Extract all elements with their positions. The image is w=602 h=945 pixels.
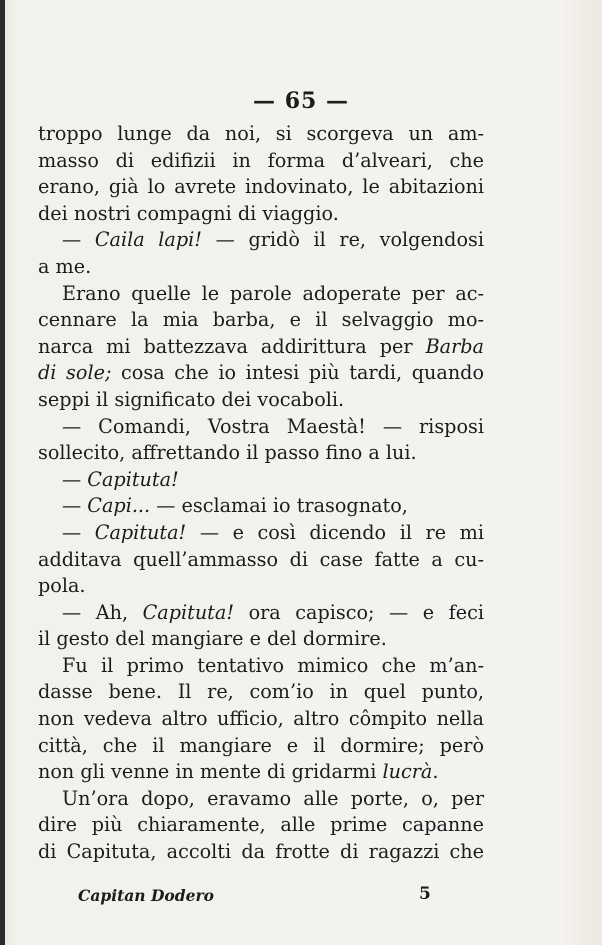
text-segment: a me.	[38, 254, 92, 278]
text-line-9	[38, 334, 484, 361]
text-line-26	[38, 786, 484, 813]
text-segment: di Capituta, accolti da frotte di ragazzi che	[38, 840, 484, 864]
text-segment: narca mi battezzava addirittura per	[38, 334, 426, 358]
signature-mark: Capitan Dodero	[78, 886, 214, 905]
text-segment: cennare la mia barba, e il selvaggio mo-	[38, 308, 484, 332]
text-line-19	[38, 600, 484, 627]
text-segment: il gesto del mangiare e del dormire.	[38, 627, 387, 651]
text-segment: dei nostri compagni di viaggio.	[38, 201, 339, 225]
text-line-24	[38, 733, 484, 760]
body-text	[38, 121, 484, 866]
text-segment: dasse bene. Il re, com’io in quel punto,	[38, 680, 484, 704]
text-segment: ora capisco; — e feci	[234, 600, 484, 624]
text-segment: additava quell’ammasso di case fatte a cu-	[38, 547, 484, 571]
text-segment: Erano quelle le parole adoperate per ac-	[62, 281, 484, 305]
text-segment: —	[62, 228, 95, 252]
text-line-18	[38, 573, 484, 600]
text-segment: non gli venne in mente di gridarmi	[38, 760, 383, 784]
text-segment: Capituta!	[94, 520, 187, 544]
text-line-14	[38, 467, 484, 494]
text-segment: — esclamai io trasognato,	[150, 494, 408, 518]
text-segment: Capi...	[87, 494, 151, 518]
text-line-23	[38, 706, 484, 733]
text-line-13	[38, 440, 484, 467]
text-segment: Capituta!	[142, 600, 235, 624]
text-line-2	[38, 148, 484, 175]
text-segment: Fu il primo tentativo mimico che m’an-	[62, 653, 484, 677]
text-line-16	[38, 520, 484, 547]
text-line-6	[38, 254, 484, 281]
text-segment: masso di edifizii in forma d’alveari, che	[38, 148, 484, 172]
text-segment: —	[62, 520, 95, 544]
text-segment: — Ah,	[62, 600, 143, 624]
text-segment: —	[62, 494, 88, 518]
text-line-10	[38, 360, 484, 387]
text-segment: — e così dicendo il re mi	[186, 520, 484, 544]
text-segment: — Comandi, Vostra Maestà! — risposi	[62, 414, 484, 438]
text-segment: cosa che io intesi più tardi, quando	[111, 361, 485, 385]
page-number: — 65 —	[253, 88, 349, 114]
text-segment: — gridò il re, volgendosi	[202, 228, 484, 252]
text-segment: di sole;	[38, 361, 112, 385]
text-line-4	[38, 201, 484, 228]
text-segment: dire più chiaramente, alle prime capanne	[38, 813, 484, 837]
text-line-21	[38, 653, 484, 680]
text-segment: Un’ora dopo, eravamo alle porte, o, per	[62, 786, 484, 810]
text-line-22	[38, 679, 484, 706]
text-line-5	[38, 227, 484, 254]
text-line-28	[38, 839, 484, 866]
text-segment: Capituta!	[87, 467, 179, 491]
text-line-3	[38, 174, 484, 201]
text-line-15	[38, 493, 484, 520]
signature-number: 5	[419, 884, 431, 904]
text-line-25	[38, 759, 484, 786]
text-segment: troppo lunge da noi, si scorgeva un am-	[38, 122, 484, 145]
text-segment: Caila lapi!	[94, 228, 202, 252]
text-segment: città, che il mangiare e il dormire; però	[38, 733, 484, 757]
page-binding-edge	[0, 0, 5, 945]
text-line-8	[38, 307, 484, 334]
text-segment: Barba	[425, 334, 484, 358]
text-line-11	[38, 387, 484, 414]
text-segment: non vedeva altro ufficio, altro cômpito nella	[38, 707, 484, 731]
text-line-27	[38, 812, 484, 839]
text-segment: —	[62, 467, 88, 491]
text-segment: seppi il significato dei vocaboli.	[38, 387, 345, 411]
text-line-12	[38, 414, 484, 441]
text-segment: erano, già lo avrete indovinato, le abitazioni	[38, 175, 484, 199]
text-segment: pola.	[38, 574, 86, 598]
text-line-7	[38, 281, 484, 308]
text-line-1	[38, 121, 484, 148]
text-line-17	[38, 547, 484, 574]
text-line-20	[38, 626, 484, 653]
text-segment: sollecito, affrettando il passo fino a lui.	[38, 441, 417, 465]
text-segment: lucrà.	[382, 760, 439, 784]
